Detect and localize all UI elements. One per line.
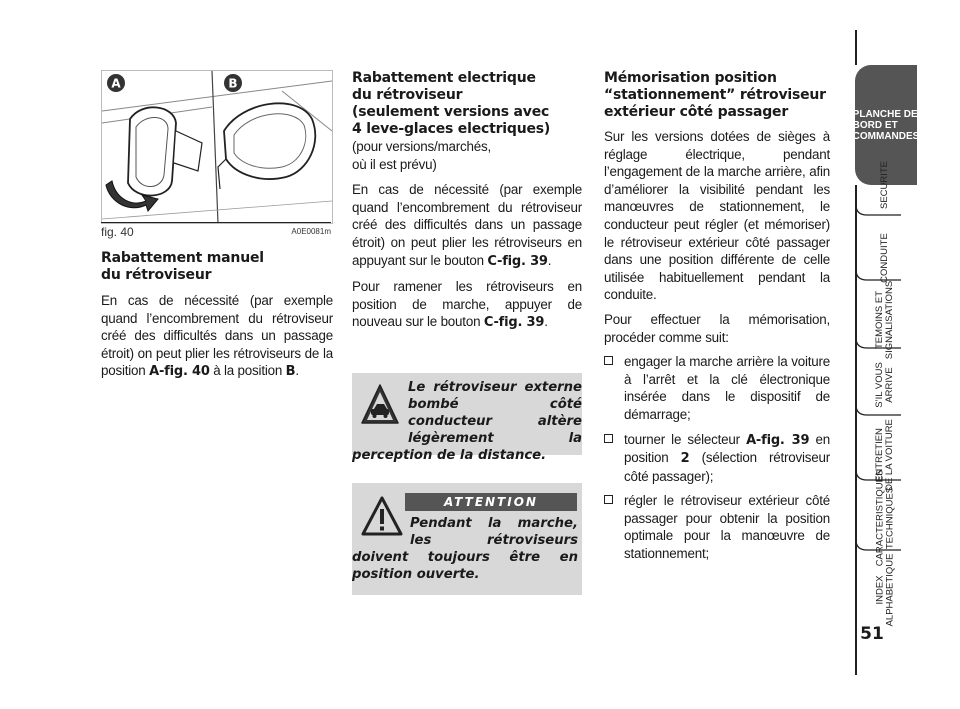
tab-separator	[855, 205, 905, 217]
tab-securite[interactable]: SECURITE	[878, 160, 890, 210]
column-3	[604, 70, 830, 563]
checkbox-bullet-icon	[604, 356, 613, 365]
tab-index[interactable]: INDEX ALPHABETIQUE	[874, 553, 896, 626]
figure-40	[101, 70, 333, 224]
mirror-illustration	[102, 71, 332, 223]
tab-entretien[interactable]: ENTRETIEN DE LA VOITURE	[874, 418, 895, 491]
tab-sil-vous-arrive[interactable]: S’IL VOUS ARRIVE	[874, 362, 895, 408]
list-item: régler le rétroviseur extérieur côté passager pour obtenir la position optimale pour la manœuvre de stationnement;	[604, 492, 830, 562]
column-1	[101, 250, 333, 381]
electric-fold-paragraph-2: Pour ramener les rétroviseurs en position de marche, appuyer de nouveau sur le bouton C-fig. 39.	[352, 279, 582, 331]
checkbox-bullet-icon	[604, 495, 613, 504]
tab-planche-de-bord[interactable]: PLANCHE DE BORD ET COMMANDES	[855, 65, 917, 185]
heading-parking-memory: Mémorisation position “stationnement” rétroviseur extérieur côté passager	[604, 70, 826, 120]
list-item: tourner le sélecteur A-fig. 39 en position 2 (sélection rétroviseur côté passager);	[604, 431, 830, 486]
list-item: engager la marche arrière la voiture à l’arrêt et la clé électronique insérée dans le dispositif de démarrage;	[604, 353, 830, 423]
label-a: A	[111, 76, 121, 91]
tab-separator	[855, 405, 905, 417]
figure-code: A0E0081m	[291, 227, 331, 236]
manual-fold-paragraph: En cas de nécessité (par exemple quand l’encombrement du rétroviseur créé des difficultés dans un passage étroit) on peut plier les rétroviseurs de la position A-fig. 40 à la position B.	[101, 293, 333, 380]
chapter-tabs	[852, 30, 960, 675]
note-box	[352, 373, 582, 463]
tab-caracteristiques[interactable]: CARACTERISTIQUES TECHNIQUES	[874, 469, 896, 567]
tab-temoins[interactable]: TEMOINS ET SIGNALISATIONS	[874, 280, 896, 359]
figure-caption	[101, 222, 331, 241]
heading-manual-fold: Rabattement manuel du rétroviseur	[101, 250, 264, 283]
parking-memory-paragraph-2: Pour effectuer la mémorisation, procéder comme suit:	[604, 311, 830, 345]
parking-memory-paragraph-1: Sur les versions dotées de sièges à réglage électrique, pendant l’engagement de la marche arrière, afin d’améliorer la visibilité pendant les manœuvres de stationnement, le conducteur peut régler (et mémoriser) le rétroviseur extérieur côté passager dans une position différente de celle utilisée habituellement pendant la conduite.	[604, 129, 830, 303]
tab-conduite[interactable]: CONDUITE	[879, 232, 890, 283]
warning-text: Pendant la marche, les rétroviseurs doivent toujours être en position ouverte.	[352, 516, 578, 582]
column-2	[352, 70, 582, 332]
note-text: Le rétroviseur externe bombé côté conducteur altère légèrement la perception de la distance.	[352, 380, 582, 463]
tab-separator	[855, 540, 905, 552]
page-number: 51	[860, 624, 884, 644]
label-b: B	[228, 76, 238, 91]
electric-fold-paragraph-1: En cas de nécessité (par exemple quand l’encombrement du rétroviseur créé des difficultés dans un passage étroit) on peut plier les rétroviseurs en appuyant sur le bouton C-fig. 39.	[352, 182, 582, 269]
checkbox-bullet-icon	[604, 434, 613, 443]
figure-label: fig. 40	[101, 225, 134, 239]
heading-electric-fold: Rabattement electrique du rétroviseur (seulement versions avec 4 leve-glaces electriques)	[352, 70, 551, 137]
tab-separator	[855, 338, 905, 350]
warning-title: ATTENTION	[405, 493, 577, 511]
electric-fold-subtitle: (pour versions/marchés, où il est prévu)	[352, 139, 492, 172]
